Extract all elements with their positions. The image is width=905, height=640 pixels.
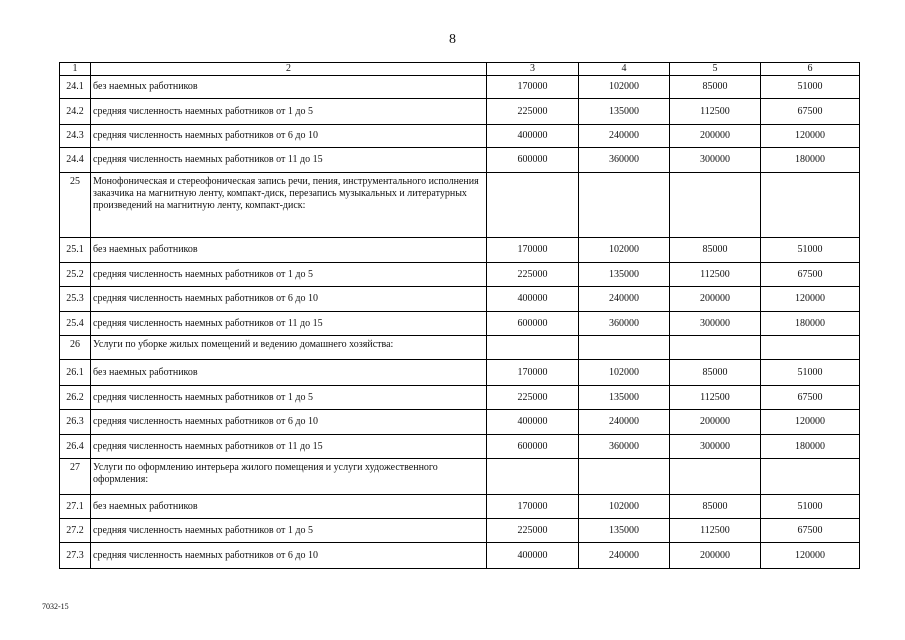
- table-row: [60, 263, 860, 287]
- table-row: [60, 99, 860, 125]
- column-header: 3: [487, 63, 579, 76]
- value-cell: [487, 336, 579, 360]
- value-cell: [579, 336, 670, 360]
- value-cell: 135000: [579, 386, 670, 410]
- value-cell: [761, 173, 860, 238]
- value-cell: [487, 173, 579, 238]
- row-description: средняя численность наемных работников от 11 до 15: [91, 435, 487, 459]
- value-cell: 360000: [579, 312, 670, 336]
- value-cell: 180000: [761, 435, 860, 459]
- column-header: 5: [670, 63, 761, 76]
- value-cell: 180000: [761, 148, 860, 173]
- table-row: [60, 435, 860, 459]
- value-cell: 225000: [487, 99, 579, 125]
- value-cell: 112500: [670, 99, 761, 125]
- value-cell: 102000: [579, 495, 670, 519]
- row-description: без наемных работников: [91, 76, 487, 99]
- value-cell: 85000: [670, 495, 761, 519]
- table-row: [60, 125, 860, 148]
- row-number: 27: [60, 459, 91, 495]
- value-cell: 170000: [487, 238, 579, 263]
- page-number: 8: [449, 32, 456, 47]
- row-number: 26.4: [60, 435, 91, 459]
- value-cell: 225000: [487, 519, 579, 543]
- row-number: 25.1: [60, 238, 91, 263]
- row-description: средняя численность наемных работников от 11 до 15: [91, 148, 487, 173]
- value-cell: 170000: [487, 495, 579, 519]
- row-description: средняя численность наемных работников от 1 до 5: [91, 386, 487, 410]
- row-number: 25.4: [60, 312, 91, 336]
- value-cell: 85000: [670, 238, 761, 263]
- table-row: [60, 459, 860, 495]
- table-header-row: [60, 63, 860, 76]
- value-cell: 135000: [579, 99, 670, 125]
- row-description: средняя численность наемных работников от 6 до 10: [91, 125, 487, 148]
- value-cell: 120000: [761, 543, 860, 569]
- row-description: средняя численность наемных работников от 6 до 10: [91, 543, 487, 569]
- value-cell: 120000: [761, 125, 860, 148]
- row-description: средняя численность наемных работников от 1 до 5: [91, 519, 487, 543]
- row-description: средняя численность наемных работников от 1 до 5: [91, 263, 487, 287]
- row-description: Монофоническая и стереофоническая запись речи, пения, инструментального исполнения заказчика на магнитную ленту, компакт-диск, перезапись музыкальных и литературных произведений на магнитную ленту, компакт-диск:: [91, 173, 487, 238]
- row-number: 26: [60, 336, 91, 360]
- row-description: Услуги по оформлению интерьера жилого помещения и услуги художественного оформления:: [91, 459, 487, 495]
- value-cell: 225000: [487, 386, 579, 410]
- table-row: [60, 173, 860, 238]
- row-description: без наемных работников: [91, 495, 487, 519]
- value-cell: 600000: [487, 312, 579, 336]
- value-cell: 180000: [761, 312, 860, 336]
- row-description: Услуги по уборке жилых помещений и ведению домашнего хозяйства:: [91, 336, 487, 360]
- table-row: [60, 410, 860, 435]
- table-row: [60, 519, 860, 543]
- value-cell: 120000: [761, 410, 860, 435]
- value-cell: 51000: [761, 360, 860, 386]
- value-cell: 135000: [579, 519, 670, 543]
- table-body: [60, 63, 860, 569]
- value-cell: [670, 336, 761, 360]
- value-cell: [579, 173, 670, 238]
- row-description: средняя численность наемных работников от 11 до 15: [91, 312, 487, 336]
- value-cell: 200000: [670, 410, 761, 435]
- value-cell: 135000: [579, 263, 670, 287]
- table-row: [60, 360, 860, 386]
- column-header: 6: [761, 63, 860, 76]
- row-description: средняя численность наемных работников от 6 до 10: [91, 410, 487, 435]
- value-cell: 51000: [761, 76, 860, 99]
- table-row: [60, 386, 860, 410]
- row-number: 25: [60, 173, 91, 238]
- table-row: [60, 148, 860, 173]
- value-cell: 85000: [670, 76, 761, 99]
- value-cell: 112500: [670, 519, 761, 543]
- value-cell: 300000: [670, 435, 761, 459]
- value-cell: [761, 459, 860, 495]
- value-cell: 400000: [487, 410, 579, 435]
- value-cell: 240000: [579, 287, 670, 312]
- value-cell: 67500: [761, 263, 860, 287]
- value-cell: 200000: [670, 125, 761, 148]
- row-number: 24.3: [60, 125, 91, 148]
- table-row: [60, 287, 860, 312]
- value-cell: 300000: [670, 148, 761, 173]
- row-description: средняя численность наемных работников от 1 до 5: [91, 99, 487, 125]
- value-cell: [761, 336, 860, 360]
- value-cell: 240000: [579, 543, 670, 569]
- row-number: 24.2: [60, 99, 91, 125]
- table-row: [60, 312, 860, 336]
- row-description: средняя численность наемных работников от 6 до 10: [91, 287, 487, 312]
- value-cell: 67500: [761, 386, 860, 410]
- value-cell: 102000: [579, 238, 670, 263]
- value-cell: [579, 459, 670, 495]
- table-row: [60, 495, 860, 519]
- value-cell: 120000: [761, 287, 860, 312]
- value-cell: 112500: [670, 386, 761, 410]
- table-row: [60, 238, 860, 263]
- row-description: без наемных работников: [91, 238, 487, 263]
- row-number: 27.1: [60, 495, 91, 519]
- value-cell: 400000: [487, 287, 579, 312]
- value-cell: [487, 459, 579, 495]
- table-row: [60, 336, 860, 360]
- tariff-table: [59, 62, 860, 569]
- row-number: 27.2: [60, 519, 91, 543]
- value-cell: 170000: [487, 76, 579, 99]
- column-header: 1: [60, 63, 91, 76]
- value-cell: 51000: [761, 238, 860, 263]
- value-cell: 240000: [579, 125, 670, 148]
- row-number: 26.1: [60, 360, 91, 386]
- table-row: [60, 543, 860, 569]
- value-cell: 200000: [670, 543, 761, 569]
- row-number: 25.3: [60, 287, 91, 312]
- value-cell: 360000: [579, 435, 670, 459]
- column-header: 4: [579, 63, 670, 76]
- value-cell: 400000: [487, 543, 579, 569]
- footer-code: 7032-15: [42, 602, 69, 611]
- table-row: [60, 76, 860, 99]
- row-number: 24.4: [60, 148, 91, 173]
- row-description: без наемных работников: [91, 360, 487, 386]
- value-cell: 67500: [761, 519, 860, 543]
- value-cell: 67500: [761, 99, 860, 125]
- value-cell: 200000: [670, 287, 761, 312]
- column-header: 2: [91, 63, 487, 76]
- value-cell: 600000: [487, 435, 579, 459]
- value-cell: 240000: [579, 410, 670, 435]
- row-number: 26.3: [60, 410, 91, 435]
- value-cell: 600000: [487, 148, 579, 173]
- value-cell: 400000: [487, 125, 579, 148]
- row-number: 27.3: [60, 543, 91, 569]
- value-cell: [670, 459, 761, 495]
- value-cell: 170000: [487, 360, 579, 386]
- value-cell: 102000: [579, 76, 670, 99]
- row-number: 24.1: [60, 76, 91, 99]
- row-number: 26.2: [60, 386, 91, 410]
- value-cell: 360000: [579, 148, 670, 173]
- value-cell: 225000: [487, 263, 579, 287]
- value-cell: [670, 173, 761, 238]
- value-cell: 300000: [670, 312, 761, 336]
- value-cell: 112500: [670, 263, 761, 287]
- row-number: 25.2: [60, 263, 91, 287]
- value-cell: 51000: [761, 495, 860, 519]
- value-cell: 85000: [670, 360, 761, 386]
- value-cell: 102000: [579, 360, 670, 386]
